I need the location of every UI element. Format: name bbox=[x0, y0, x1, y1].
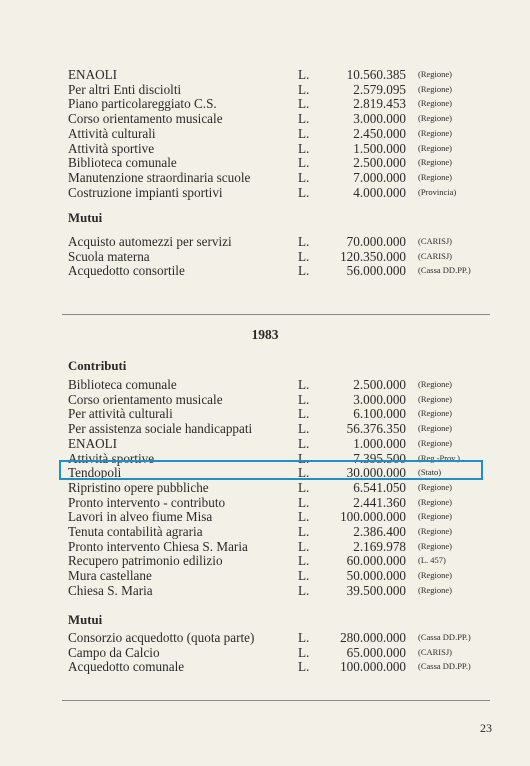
item-amount: 56.000.000 bbox=[346, 263, 406, 279]
currency-label: L. bbox=[298, 553, 310, 569]
item-label: Attività culturali bbox=[68, 125, 156, 141]
funding-source: (Regione) bbox=[418, 98, 452, 109]
funding-source: (Cassa DD.PP.) bbox=[418, 265, 471, 276]
funding-source: (Reg.-Prov.) bbox=[418, 452, 460, 463]
currency-label: L. bbox=[298, 377, 310, 392]
currency-label: L. bbox=[298, 421, 310, 437]
item-amount: 3.000.000 bbox=[353, 391, 406, 407]
funding-source: (Stato) bbox=[418, 467, 442, 478]
item-label: Campo da Calcio bbox=[68, 644, 160, 660]
item-label: Costruzione impianti sportivi bbox=[68, 184, 223, 200]
item-amount: 120.350.000 bbox=[340, 248, 406, 264]
item-label: Biblioteca comunale bbox=[68, 377, 177, 392]
currency-label: L. bbox=[298, 81, 310, 97]
item-label: Tendopoli bbox=[68, 465, 122, 481]
currency-label: L. bbox=[298, 125, 310, 141]
currency-label: L. bbox=[298, 479, 310, 495]
item-label: Pronto intervento - contributo bbox=[68, 494, 226, 510]
table-row bbox=[0, 67, 530, 82]
table-row bbox=[0, 185, 530, 200]
item-label: Corso orientamento musicale bbox=[68, 391, 223, 407]
currency-label: L. bbox=[298, 494, 310, 510]
item-amount: 30.000.000 bbox=[346, 465, 406, 481]
item-label: Lavori in alveo fiume Misa bbox=[68, 509, 213, 525]
funding-source: (Regione) bbox=[418, 423, 452, 434]
item-amount: 100.000.000 bbox=[340, 509, 406, 525]
funding-source: (Regione) bbox=[418, 113, 452, 124]
table-row bbox=[0, 234, 530, 249]
table-row bbox=[0, 377, 530, 392]
funding-source: (Cassa DD.PP.) bbox=[418, 632, 471, 642]
funding-source: (Regione) bbox=[418, 481, 452, 492]
table-row bbox=[0, 111, 530, 126]
table-row bbox=[0, 155, 530, 170]
funding-source: (CARISJ) bbox=[418, 250, 453, 261]
funding-source: (Regione) bbox=[418, 540, 452, 551]
table-row bbox=[0, 141, 530, 156]
item-label: Scuola materna bbox=[68, 248, 150, 264]
table-row bbox=[0, 170, 530, 185]
table-row bbox=[0, 539, 530, 554]
funding-source: (Regione) bbox=[418, 526, 452, 536]
currency-label: L. bbox=[298, 524, 310, 539]
currency-label: L. bbox=[298, 644, 310, 660]
item-label: Recupero patrimonio edilizio bbox=[68, 553, 223, 569]
currency-label: L. bbox=[298, 96, 310, 112]
funding-source: (CARISJ) bbox=[418, 236, 453, 246]
mutui-heading-1983: Mutui bbox=[68, 613, 103, 627]
table-row bbox=[0, 263, 530, 278]
item-amount: 2.450.000 bbox=[353, 125, 406, 141]
funding-source: (Regione) bbox=[418, 511, 452, 522]
item-label: Per assistenza sociale handicappati bbox=[68, 421, 253, 437]
item-label: Pronto intervento Chiesa S. Maria bbox=[68, 538, 248, 554]
currency-label: L. bbox=[298, 67, 310, 82]
funding-source: (Provincia) bbox=[418, 186, 457, 197]
table-row bbox=[0, 583, 530, 598]
currency-label: L. bbox=[298, 140, 310, 156]
table-row bbox=[0, 436, 530, 451]
currency-label: L. bbox=[298, 659, 310, 675]
item-label: Acquisto automezzi per servizi bbox=[68, 234, 232, 249]
funding-source: (Regione) bbox=[418, 584, 452, 595]
funding-source: (Regione) bbox=[418, 408, 452, 419]
section-divider bbox=[62, 314, 490, 315]
item-amount: 2.819.453 bbox=[353, 96, 406, 112]
item-amount: 2.500.000 bbox=[353, 377, 406, 392]
funding-source: (Regione) bbox=[418, 393, 452, 404]
table-row bbox=[0, 406, 530, 421]
funding-source: (Regione) bbox=[418, 157, 452, 168]
item-amount: 6.100.000 bbox=[353, 406, 406, 422]
item-label: Attività sportive bbox=[68, 140, 155, 156]
item-amount: 280.000.000 bbox=[340, 630, 406, 645]
funding-source: (L. 457) bbox=[418, 555, 446, 566]
item-label: Biblioteca comunale bbox=[68, 155, 177, 171]
item-label: Attività sportive bbox=[68, 450, 155, 466]
table-row bbox=[0, 421, 530, 436]
item-amount: 2.386.400 bbox=[353, 524, 406, 539]
item-label: Manutenzione straordinaria scuole bbox=[68, 169, 251, 185]
table-row bbox=[0, 249, 530, 264]
item-amount: 100.000.000 bbox=[340, 659, 406, 675]
currency-label: L. bbox=[298, 435, 310, 451]
item-amount: 7.395.500 bbox=[353, 450, 406, 466]
bottom-divider bbox=[62, 700, 490, 701]
item-label: Piano particolareggiato C.S. bbox=[68, 96, 217, 112]
funding-source: (Regione) bbox=[418, 142, 452, 153]
currency-label: L. bbox=[298, 111, 310, 127]
funding-source: (Regione) bbox=[418, 83, 452, 94]
item-label: Acquedotto comunale bbox=[68, 659, 185, 675]
item-amount: 2.441.360 bbox=[353, 494, 406, 510]
item-amount: 60.000.000 bbox=[346, 553, 406, 569]
row-highlight-box bbox=[59, 460, 483, 480]
table-row bbox=[0, 509, 530, 524]
item-amount: 2.169.978 bbox=[353, 538, 406, 554]
item-amount: 2.500.000 bbox=[353, 155, 406, 171]
currency-label: L. bbox=[298, 582, 310, 598]
item-amount: 4.000.000 bbox=[353, 184, 406, 200]
currency-label: L. bbox=[298, 248, 310, 264]
page-number: 23 bbox=[480, 721, 492, 735]
table-row bbox=[0, 82, 530, 97]
item-label: Mura castellane bbox=[68, 568, 152, 584]
item-amount: 6.541.050 bbox=[353, 479, 406, 495]
currency-label: L. bbox=[298, 234, 310, 249]
currency-label: L. bbox=[298, 263, 310, 279]
item-label: Consorzio acquedotto (quota parte) bbox=[68, 630, 255, 645]
currency-label: L. bbox=[298, 406, 310, 422]
item-label: Tenuta contabilità agraria bbox=[68, 524, 203, 539]
funding-source: (Regione) bbox=[418, 127, 452, 138]
item-label: Acquedotto consortile bbox=[68, 263, 185, 279]
contributi-heading: Contributi bbox=[68, 359, 127, 373]
funding-source: (Regione) bbox=[418, 437, 452, 448]
item-amount: 70.000.000 bbox=[346, 234, 406, 249]
item-amount: 1.500.000 bbox=[353, 140, 406, 156]
funding-source: (Regione) bbox=[418, 496, 452, 507]
table-row bbox=[0, 126, 530, 141]
currency-label: L. bbox=[298, 630, 310, 645]
table-row bbox=[0, 96, 530, 111]
item-amount: 3.000.000 bbox=[353, 111, 406, 127]
table-row bbox=[0, 645, 530, 660]
currency-label: L. bbox=[298, 465, 310, 481]
item-label: Ripristino opere pubbliche bbox=[68, 479, 209, 495]
funding-source: (Cassa DD.PP.) bbox=[418, 661, 471, 672]
item-label: Corso orientamento musicale bbox=[68, 111, 223, 127]
table-row bbox=[0, 630, 530, 645]
currency-label: L. bbox=[298, 391, 310, 407]
item-label: Per attività culturali bbox=[68, 406, 173, 422]
mutui-heading-top: Mutui bbox=[68, 211, 103, 225]
item-label: Per altri Enti disciolti bbox=[68, 81, 182, 97]
item-label: ENAOLI bbox=[68, 67, 118, 82]
item-amount: 1.000.000 bbox=[353, 435, 406, 451]
currency-label: L. bbox=[298, 155, 310, 171]
item-label: Chiesa S. Maria bbox=[68, 582, 153, 598]
item-amount: 10.560.385 bbox=[346, 67, 406, 82]
funding-source: (Regione) bbox=[418, 69, 452, 79]
table-row bbox=[0, 480, 530, 495]
currency-label: L. bbox=[298, 568, 310, 584]
item-amount: 50.000.000 bbox=[346, 568, 406, 584]
currency-label: L. bbox=[298, 538, 310, 554]
funding-source: (Regione) bbox=[418, 570, 452, 581]
item-amount: 2.579.095 bbox=[353, 81, 406, 97]
funding-source: (Regione) bbox=[418, 379, 452, 389]
currency-label: L. bbox=[298, 450, 310, 466]
item-amount: 39.500.000 bbox=[346, 582, 406, 598]
item-amount: 7.000.000 bbox=[353, 169, 406, 185]
table-row bbox=[0, 392, 530, 407]
funding-source: (CARISJ) bbox=[418, 646, 453, 657]
table-row bbox=[0, 553, 530, 568]
table-row bbox=[0, 524, 530, 539]
item-amount: 65.000.000 bbox=[346, 644, 406, 660]
year-heading: 1983 bbox=[251, 327, 279, 342]
currency-label: L. bbox=[298, 509, 310, 525]
table-row bbox=[0, 495, 530, 510]
item-label: ENAOLI bbox=[68, 435, 118, 451]
item-amount: 56.376.350 bbox=[346, 421, 406, 437]
table-row bbox=[0, 568, 530, 583]
funding-source: (Regione) bbox=[418, 171, 452, 182]
currency-label: L. bbox=[298, 184, 310, 200]
currency-label: L. bbox=[298, 169, 310, 185]
table-row bbox=[0, 659, 530, 674]
